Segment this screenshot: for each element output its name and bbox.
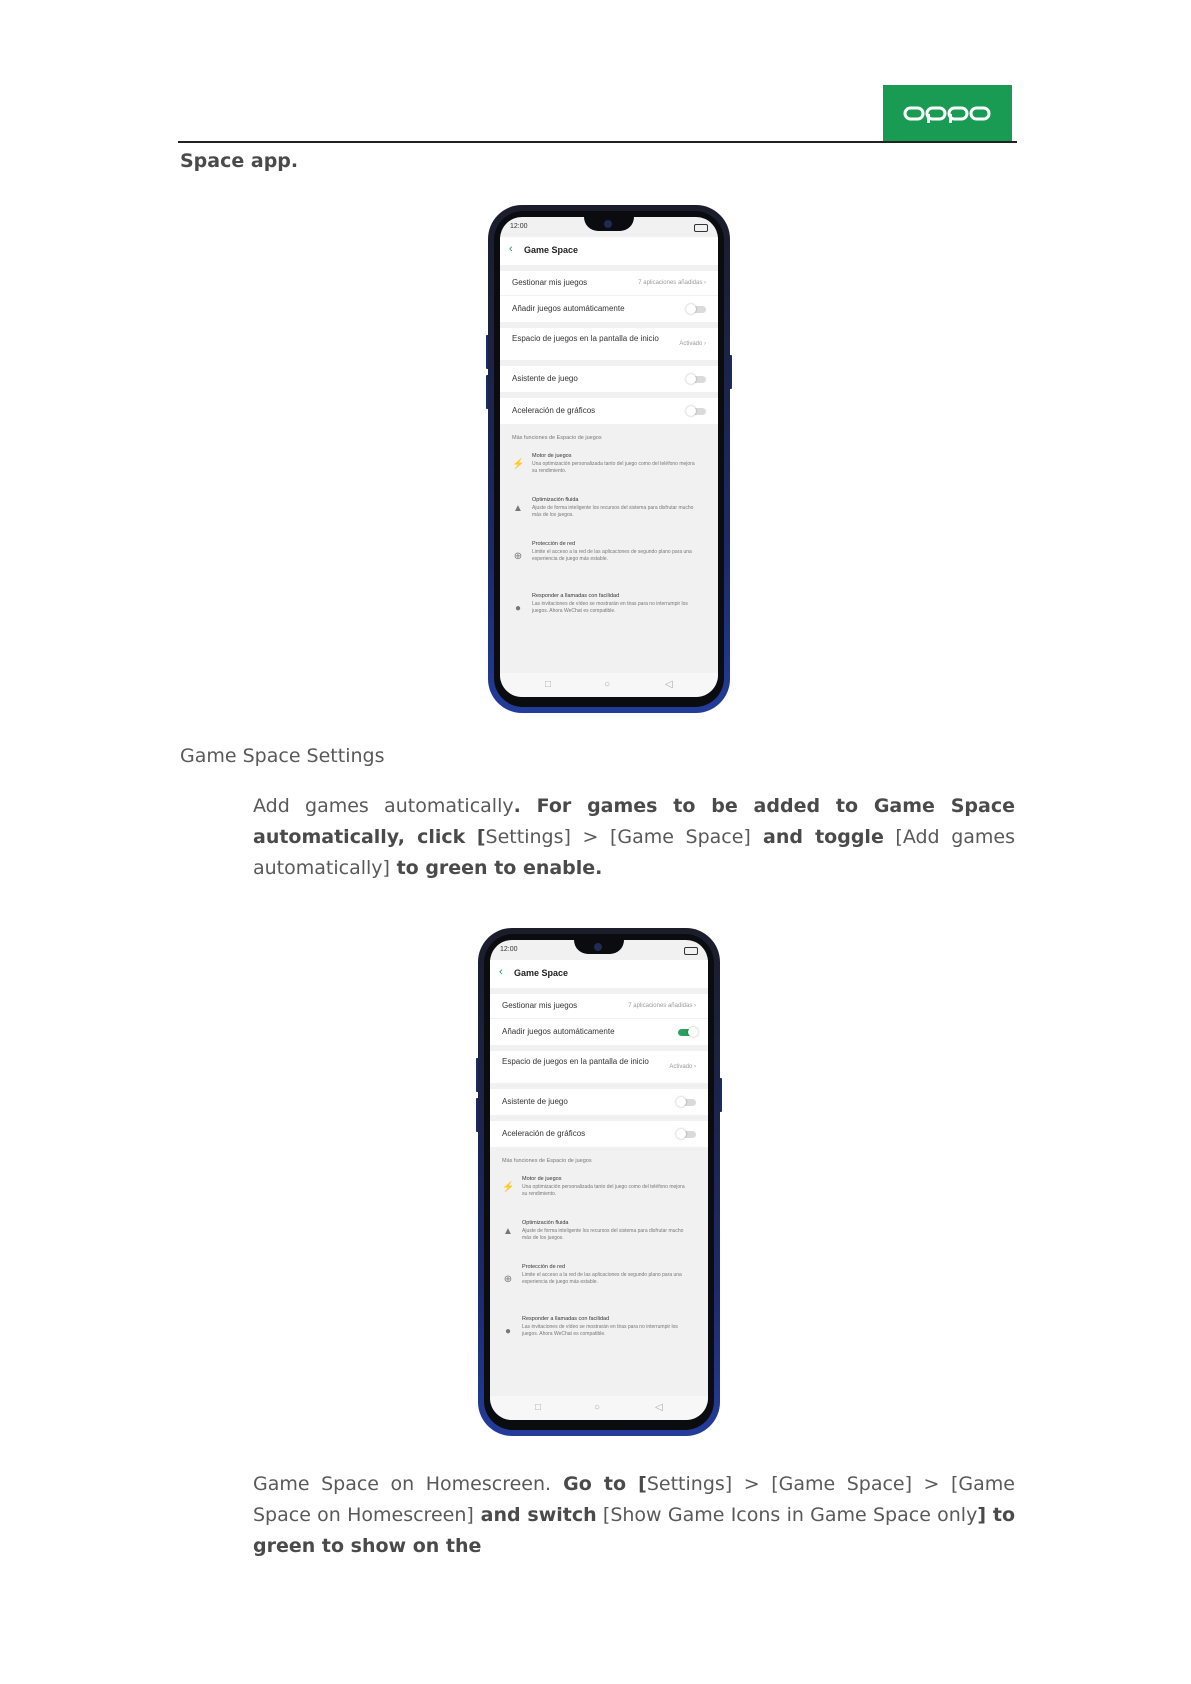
row-manage-games[interactable] (500, 271, 718, 295)
feature-title: Protección de red (532, 541, 576, 547)
figure-caption: Game Space Settings (180, 745, 385, 767)
paragraph-add-games: Add games automatically. For games to be added to Game Space automatically, click [Settings] > [Game Space] and toggle [Add games automatically] to green to enable. (253, 795, 1015, 879)
status-time: 12:00 (500, 946, 518, 953)
phone-screenshot-2 (478, 928, 720, 1436)
row-assistant[interactable] (500, 366, 718, 392)
nav-bar (500, 673, 718, 697)
status-time: 12:00 (510, 223, 528, 230)
row-label: Gestionar mis juegos (502, 1001, 578, 1010)
row-value: Activado › (679, 341, 706, 347)
feature-desc: Una optimización personalizada tanto del juego como del teléfono mejora su rendimiento. (522, 1184, 685, 1197)
bolt-icon: ⚡ (512, 459, 525, 470)
feature-title: Motor de juegos (522, 1176, 562, 1182)
assistant-toggle[interactable] (688, 376, 706, 383)
row-label: Aceleración de gráficos (502, 1129, 586, 1138)
feature-title: Optimización fluida (522, 1220, 569, 1226)
phone-screen (490, 940, 708, 1420)
row-manage-games[interactable] (490, 994, 708, 1018)
globe-icon: ⊕ (513, 551, 523, 562)
assistant-toggle[interactable] (678, 1099, 696, 1106)
feature-desc: Ajuste de forma inteligente los recursos del sistema para disfrutar mucho más de los juegos. (522, 1228, 684, 1241)
battery-icon (684, 947, 698, 955)
chat-icon: ● (514, 603, 522, 614)
row-auto-add[interactable] (490, 1019, 708, 1045)
graphics-toggle[interactable] (688, 408, 706, 415)
feature-title: Optimización fluida (532, 497, 579, 503)
row-homescreen[interactable] (500, 328, 718, 360)
auto-add-toggle[interactable] (678, 1029, 696, 1036)
row-label: Asistente de juego (512, 374, 578, 383)
feature-desc: Limite el acceso a la red de las aplicaciones de segundo plano para una experiencia de juego más estable. (532, 549, 692, 562)
back-icon[interactable]: ‹ (509, 243, 513, 255)
oppo-logo-mark (883, 85, 1012, 141)
nav-bar (490, 1396, 708, 1420)
battery-icon (694, 224, 708, 232)
row-graphics[interactable] (500, 398, 718, 424)
back-icon[interactable]: ‹ (499, 966, 503, 978)
screen-title: Game Space (524, 245, 579, 255)
feature-desc: Limite el acceso a la red de las aplicaciones de segundo plano para una experiencia de juego más estable. (522, 1272, 682, 1285)
rocket-icon: ▲ (513, 503, 523, 514)
feature-desc: Ajuste de forma inteligente los recursos del sistema para disfrutar mucho más de los juegos. (532, 505, 694, 518)
row-graphics[interactable] (490, 1121, 708, 1147)
feature-title: Protección de red (522, 1264, 566, 1270)
feature-desc: Las invitaciones de vídeo se mostrarán en tiras para no interrumpir los juegos. Ahora WeChat es compatible. (522, 1324, 678, 1337)
row-assistant[interactable] (490, 1089, 708, 1115)
row-label: Asistente de juego (502, 1097, 568, 1106)
bolt-icon: ⚡ (502, 1182, 515, 1193)
oppo-logo (883, 85, 1012, 141)
row-auto-add[interactable] (500, 296, 718, 322)
row-label: Añadir juegos automáticamente (502, 1027, 615, 1036)
globe-icon: ⊕ (503, 1274, 513, 1285)
recents-icon[interactable]: □ (545, 679, 552, 690)
camera-icon (604, 220, 612, 228)
recents-icon[interactable]: □ (535, 1402, 542, 1413)
home-icon[interactable]: ○ (604, 679, 611, 690)
row-label: Aceleración de gráficos (512, 406, 596, 415)
paragraph-homescreen: Game Space on Homescreen. Go to [Settings] > [Game Space] > [Game Space on Homescreen] and switch [Show Game Icons in Game Space only] to green to show on the (253, 1473, 1016, 1557)
feature-title: Responder a llamadas con facilidad (532, 593, 620, 599)
auto-add-toggle[interactable] (688, 306, 706, 313)
feature-title: Motor de juegos (532, 453, 572, 459)
title-bar (500, 237, 718, 265)
row-label: Gestionar mis juegos (512, 278, 588, 287)
screen-title: Game Space (514, 968, 569, 978)
feature-desc: Una optimización personalizada tanto del juego como del teléfono mejora su rendimiento. (532, 461, 695, 474)
row-value: 7 aplicaciones añadidas › (628, 1003, 696, 1009)
row-value: Activado › (669, 1064, 696, 1070)
feature-title: Responder a llamadas con facilidad (522, 1316, 610, 1322)
home-icon[interactable]: ○ (594, 1402, 601, 1413)
chat-icon: ● (504, 1326, 512, 1337)
header-divider (178, 141, 1017, 143)
graphics-toggle[interactable] (678, 1131, 696, 1138)
phone-screen (500, 217, 718, 697)
rocket-icon: ▲ (503, 1226, 513, 1237)
title-bar (490, 960, 708, 988)
row-label: Espacio de juegos en la pantalla de inicio (512, 334, 659, 343)
row-label: Añadir juegos automáticamente (512, 304, 625, 313)
feature-desc: Las invitaciones de vídeo se mostrarán en tiras para no interrumpir los juegos. Ahora WeChat es compatible. (532, 601, 688, 614)
camera-icon (594, 943, 602, 951)
lead-text: Space app. (180, 150, 299, 172)
row-homescreen[interactable] (490, 1051, 708, 1083)
back-nav-icon[interactable]: ◁ (655, 1402, 663, 1413)
more-functions-header: Más funciones de Espacio de juegos (512, 435, 602, 441)
back-nav-icon[interactable]: ◁ (665, 679, 673, 690)
more-functions-header: Más funciones de Espacio de juegos (502, 1158, 592, 1164)
row-value: 7 aplicaciones añadidas › (638, 280, 706, 286)
phone-screenshot-1 (488, 205, 730, 713)
row-label: Espacio de juegos en la pantalla de inicio (502, 1057, 649, 1066)
